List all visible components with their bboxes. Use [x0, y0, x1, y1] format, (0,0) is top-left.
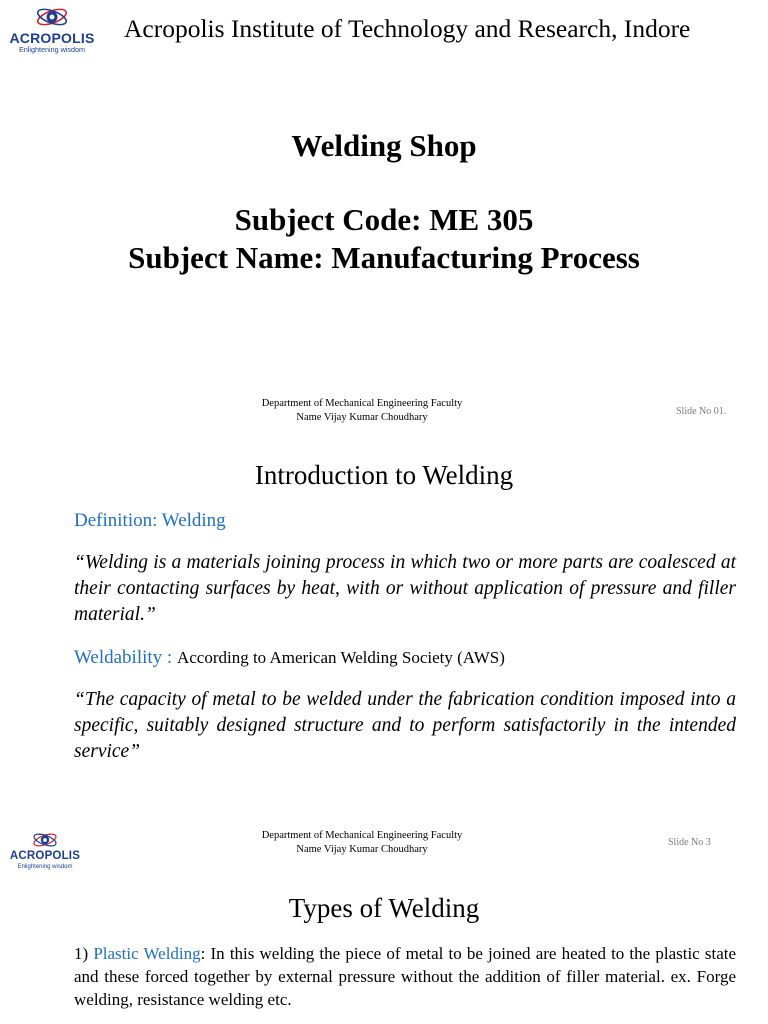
slide-footer: [212, 829, 512, 857]
item-label: Plastic Welding: [93, 944, 201, 963]
subject-code: Subject Code: ME 305: [234, 202, 534, 237]
acropolis-emblem-icon: [31, 830, 59, 850]
acropolis-logo-small: [4, 830, 86, 870]
logo-tagline: Enlightening wisdom: [19, 45, 85, 54]
slide-number: Slide No 01.: [676, 406, 727, 417]
footer-faculty-name: Name Vijay Kumar Choudhary: [296, 412, 428, 423]
item-text: : In this welding the piece of metal to be joined are heated to the plastic state and these forced together by external pressure without the addition of filler material. ex. Forge welding, resistance welding etc.: [74, 944, 737, 1009]
footer-faculty-name: Name Vijay Kumar Choudhary: [296, 844, 428, 855]
institute-name: Acropolis Institute of Technology and Research, Indore: [124, 14, 691, 43]
logo-tagline: Enlightening wisdom: [17, 863, 73, 870]
definition-label: Definition: Welding: [74, 510, 226, 531]
weldability-line: [74, 647, 505, 669]
slide-title: Welding Shop: [291, 128, 477, 163]
weldability-label: Weldability :: [74, 647, 173, 668]
section-heading: Introduction to Welding: [254, 460, 514, 490]
weldability-source: According to American Welding Society (AWS): [176, 648, 505, 667]
footer-department: Department of Mechanical Engineering Faculty: [261, 398, 463, 409]
footer-department: Department of Mechanical Engineering Faculty: [261, 830, 463, 841]
definition-quote: “Welding is a materials joining process in which two or more parts are coalesced at their contacting surfaces by heat, with or without application of pressure and filler material.”: [74, 552, 736, 625]
item-number: 1): [74, 944, 89, 963]
acropolis-emblem-icon: [35, 4, 69, 30]
weldability-quote: “The capacity of metal to be welded under the fabrication condition imposed into a specific, suitably designed structure and to perform satisfactorily in the intended service”: [74, 689, 736, 762]
slide-footer: [212, 397, 512, 425]
acropolis-logo: [4, 4, 100, 53]
welding-type-item: [74, 942, 736, 1011]
section-heading: Types of Welding: [288, 893, 480, 923]
subject-name: Subject Name: Manufacturing Process: [128, 240, 640, 275]
logo-word: ACROPOLIS: [9, 30, 95, 46]
slide-number: Slide No 3: [668, 837, 711, 848]
logo-word: ACROPOLIS: [9, 850, 81, 862]
